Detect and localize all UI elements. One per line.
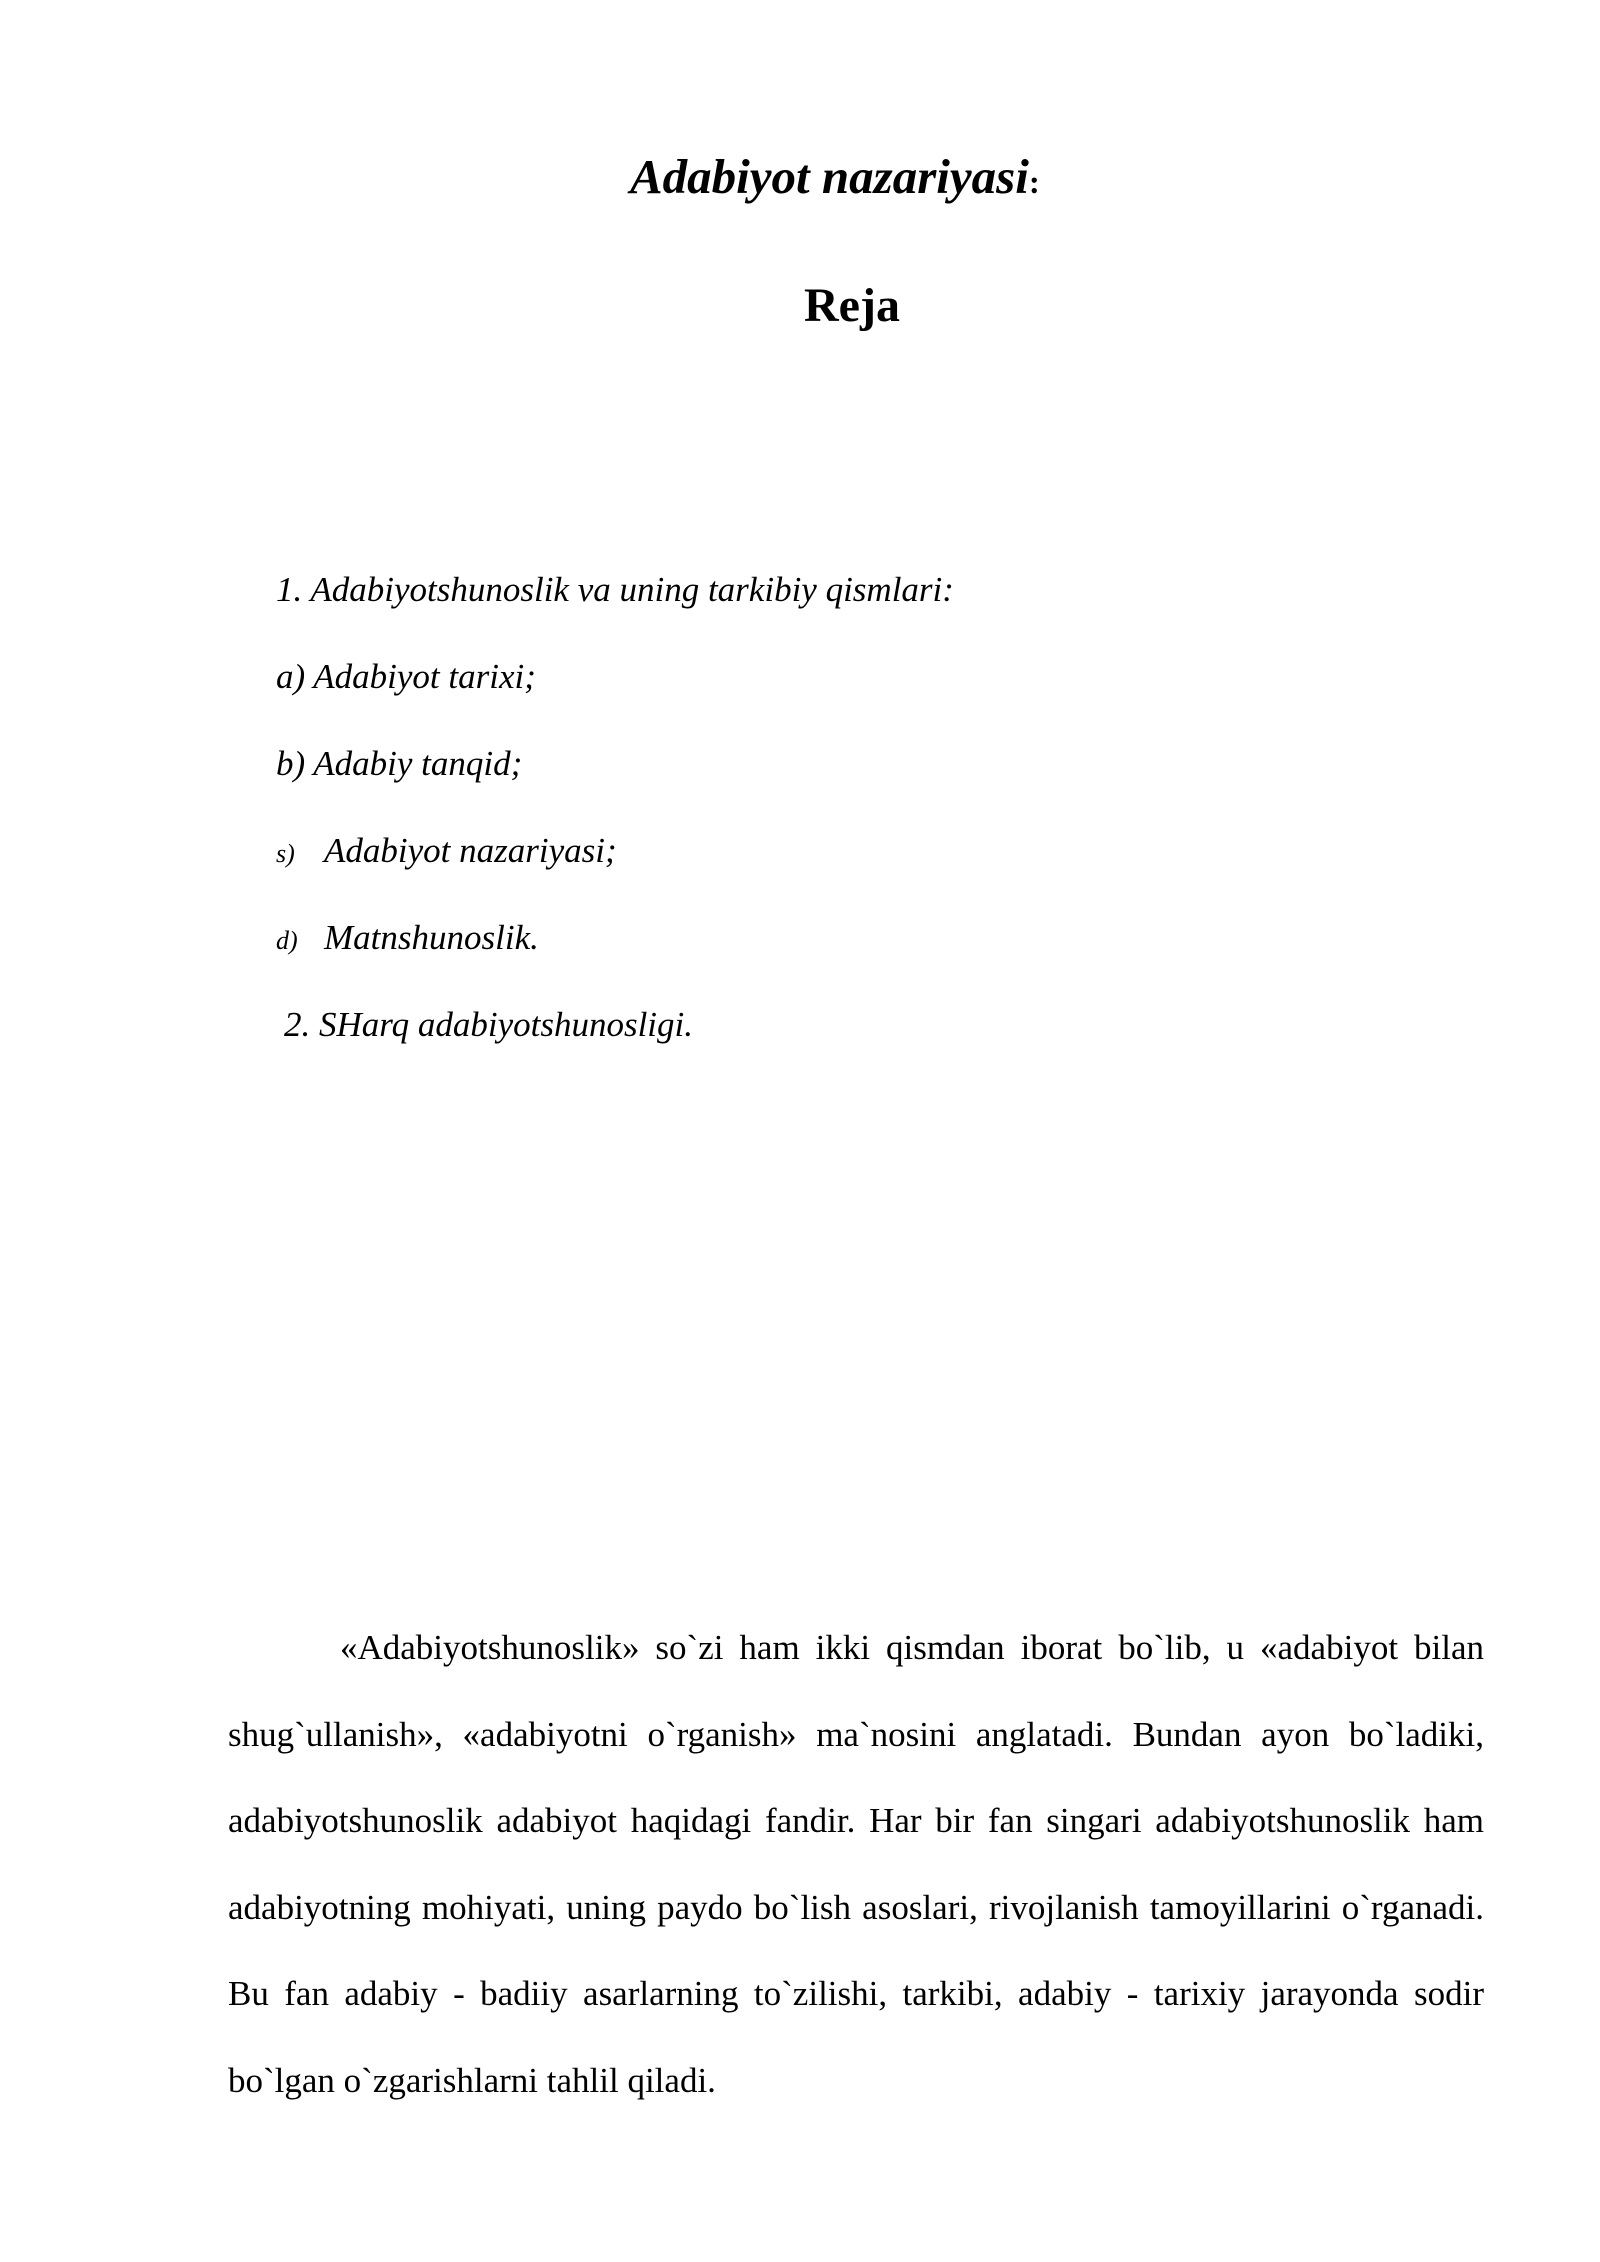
plan-item-a [276,656,536,698]
plan-item-1 [276,569,954,611]
plan-item-text: Adabiyot nazariyasi; [324,831,617,870]
plan-item-text: Matnshunoslik. [324,918,539,957]
plan-item-text: 1. Adabiyotshunoslik va uning tarkibiy qismlari: [276,570,954,609]
plan-item-d [276,917,539,959]
plan-item-2 [284,1004,693,1046]
document-title-text: Adabiyot nazariyasi [630,149,1029,204]
plan-item-s [276,830,617,872]
plan-heading: Reja [804,279,900,332]
document-title [630,148,1040,207]
plan-item-text: 2. SHarq adabiyotshunosligi. [284,1005,693,1044]
plan-item-b [276,743,522,785]
body-paragraph: «Adabiyotshunoslik» so`zi ham ikki qismdan iborat bo`lib, u «adabiyot bilan shug`ullanish», «adabiyotni o`rganish» ma`nosini anglatadi. Bundan ayon bo`ladiki, adabiyotshunoslik adabiyot haqidagi fandir. Har bir fan singari adabiyotshunoslik ham adabiyotning mohiyati, uning paydo bo`lish asoslari, rivojlanish tamoyillarini o`rganadi. Bu fan adabiy - badiiy asarlarning to`zilishi, tarkibi, adabiy - tarixiy jarayonda sodir bo`lgan o`zgarishlarni tahlil qiladi. [228,1628,1484,2100]
document-title-colon: : [1028,165,1040,201]
plan-item-marker: d) [276,926,298,955]
plan-item-text: b) Adabiy tanqid; [276,744,523,783]
plan-item-marker: s) [276,839,295,868]
plan-item-text: a) Adabiyot tarixi; [276,657,536,696]
